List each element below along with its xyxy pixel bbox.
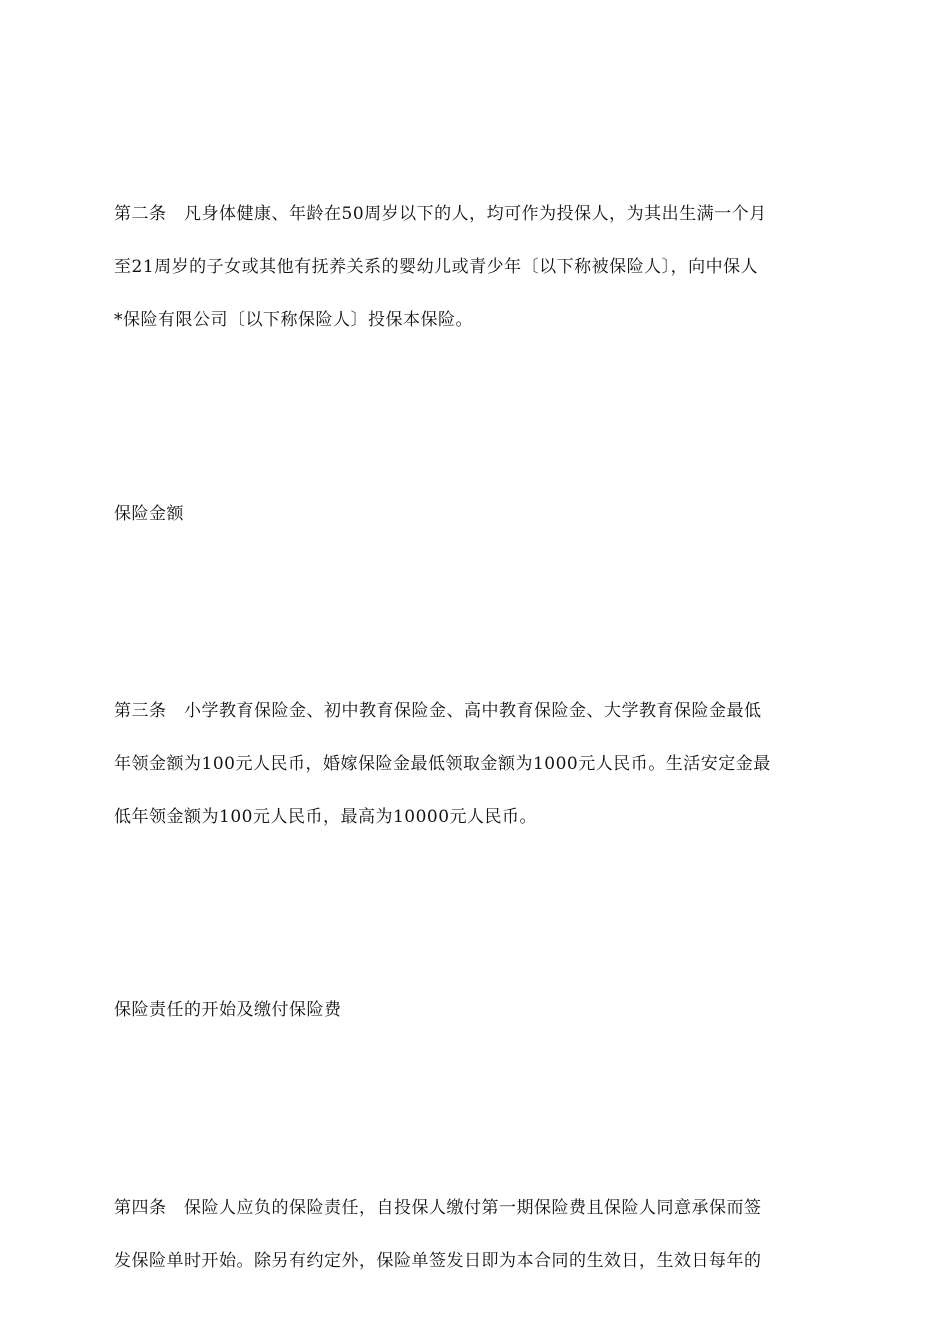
section-heading-insurance-amount: 保险金额	[114, 504, 184, 524]
article-3-line-1: 第三条 小学教育保险金、初中教育保险金、高中教育保险金、大学教育保险金最低	[114, 701, 762, 721]
section-heading-liability-start: 保险责任的开始及缴付保险费	[114, 1000, 342, 1020]
article-2-line-1: 第二条 凡身体健康、年龄在50周岁以下的人，均可作为投保人，为其出生满一个月	[114, 204, 767, 224]
article-2-line-3: *保险有限公司〔以下称保险人〕投保本保险。	[114, 310, 473, 330]
article-4-line-2: 发保险单时开始。除另有约定外，保险单签发日即为本合同的生效日，生效日每年的	[114, 1251, 762, 1271]
article-2-paragraph	[114, 188, 838, 347]
article-3-line-2: 年领金额为100元人民币，婚嫁保险金最低领取金额为1000元人民币。生活安定金最	[114, 754, 771, 774]
article-4-line-1: 第四条 保险人应负的保险责任，自投保人缴付第一期保险费且保险人同意承保而签	[114, 1198, 762, 1218]
article-2-line-2: 至21周岁的子女或其他有抚养关系的婴幼儿或青少年〔以下称被保险人〕，向中保人	[114, 257, 759, 277]
article-3-line-3: 低年领金额为100元人民币，最高为10000元人民币。	[114, 807, 538, 827]
article-4-paragraph	[114, 1182, 838, 1288]
article-3-paragraph	[114, 685, 838, 844]
